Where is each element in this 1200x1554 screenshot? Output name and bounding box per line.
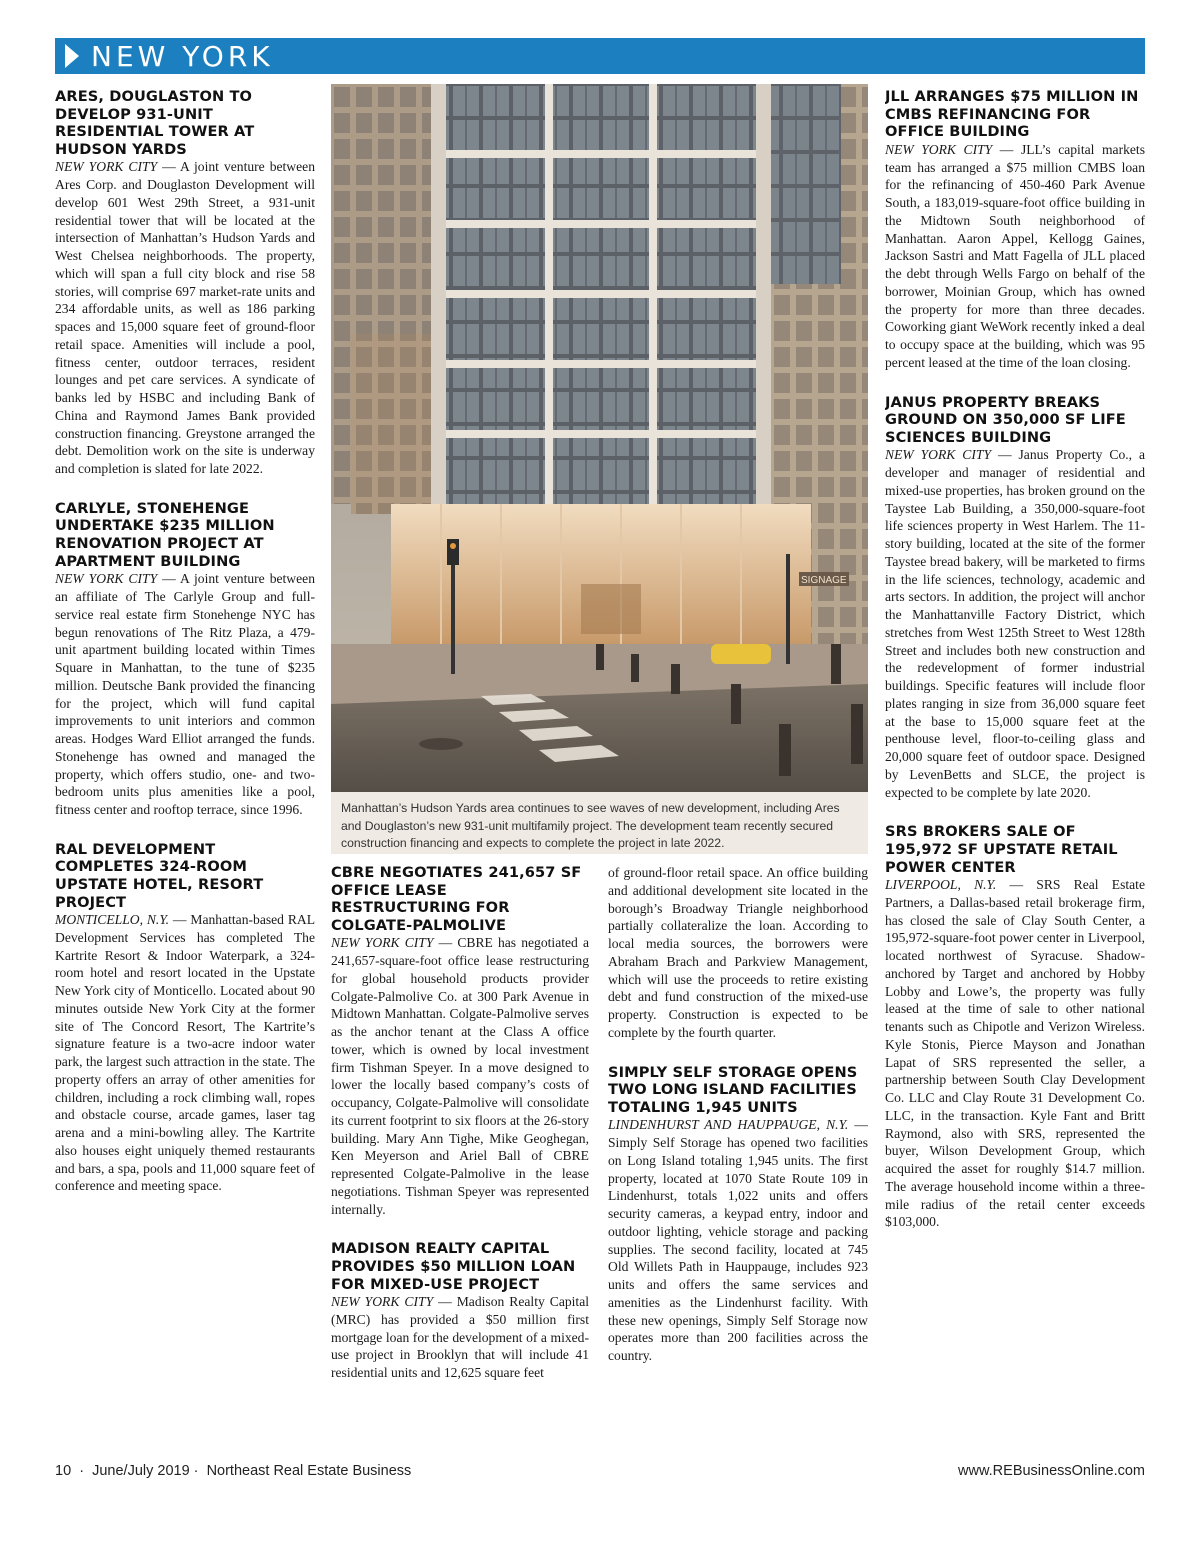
- article-body: NEW YORK CITY — Janus Property Co., a developer and manager of residential and mixed-use properties, has broken ground on the Taystee Lab Building, a 350,000-square-foot life sciences property in West Harlem. The 11-story building, located at the site of the former Taystee bread bakery, will be marketed to firms in the life sciences, technology, academic and arts sectors. In addition, the project will anchor the Manhattanville Factory District, which stretches from West 125th Street to West 128th Street and includes both new construction and the redevelopment of former industrial buildings. Specific features will include floor plates ranging in size from 36,000 square feet at the base to 15,000 square feet at the penthouse level, floor-to-ceiling glass and 20,000 square feet of outdoor space. Designed by LevenBetts and SLCE, the project is expected to be complete by late 2020.: [885, 447, 1145, 800]
- article-headline: CARLYLE, STONEHENGE UNDERTAKE $235 MILLION RENOVATION PROJECT AT APARTMENT BUILDING: [55, 499, 275, 570]
- article-text: of ground-floor retail space. An office building and additional development site located in the borough’s Broadway Triangle neighborhood partially collateralize the loan. According to local media sources, the borrowers were Abraham Brach and Parkview Management, which will use the proceeds to retire existing debt and fund construction of the mixed-use property. Construction is expected to be complete by the fourth quarter.: [608, 865, 868, 1040]
- article-text: A joint venture between an affiliate of The Carlyle Group and full-service real estate firm Stonehenge NYC has begun renovations of The Ritz Plaza, a 479-unit apartment building located within Times Square in Manhattan, to the tune of $235 million. Deutsche Bank provided the financing for the project, which will fund capital improvements to unit interiors and common areas. Hodges Ward Elliot arranged the funds. Stonehenge has owned and managed the property, which offers studio, one- and two-bedroom units plus amenities like a pool, fitness center and rooftop terrace, since 1996.: [55, 571, 315, 817]
- article-text: JLL’s capital markets team has arranged a $75 million CMBS loan for the refinancing of 450-460 Park Avenue South, a 183,019-square-foot office building in the Midtown South neighborhood of Manhattan. Aaron Appel, Kellogg Gaines, Jackson Sastri and Matt Fagella of JLL placed the debt through Wells Fargo on behalf of the borrower, Moinian Group, which has owned the property for more than three decades. Coworking giant WeWork recently inked a deal to occupy space at the building, which was 95 percent leased at the time of the loan closing.: [885, 141, 1145, 370]
- section-title: NEW YORK: [91, 39, 274, 73]
- article-headline: SRS BROKERS SALE OF 195,972 SF UPSTATE RETAIL POWER CENTER: [885, 823, 1118, 876]
- dateline: NEW YORK CITY: [331, 935, 434, 951]
- footer-left: 10 · June/July 2019 · Northeast Real Estate Business: [55, 1463, 412, 1479]
- column-2: [331, 864, 589, 1459]
- article-janus: [885, 394, 1145, 802]
- article-text: Madison Realty Capital (MRC) has provided a $50 million first mortgage loan for the development of a mixed-use project in Brooklyn that will include 41 residential units and 12,625 square feet: [331, 1294, 589, 1381]
- article-body: NEW YORK CITY — A joint venture between Ares Corp. and Douglaston Development will develop 601 West 29th Street, a 931-unit residential tower that will be located at the intersection of Manhattan’s Hudson Yards and West Chelsea neighborhoods. The property, which will span a full city block and rise 58 stories, will comprise 697 market-rate units and 234 affordable units, as well as 186 parking spaces and 15,000 square feet of ground-floor retail space. Amenities will include a pool, fitness center, outdoor terraces, resident lounges and pet care services. A syndicate of banks led by HSBC and including Bank of China and Raymond James Bank provided construction financing. Greystone arranged the debt. Demolition work on the site is underway and completion is slated for late 2022.: [55, 159, 315, 477]
- column-3: [608, 864, 868, 1459]
- article-headline: JANUS PROPERTY BREAKS GROUND ON 350,000 SF LIFE SCIENCES BUILDING: [885, 393, 1126, 446]
- section-banner: [55, 38, 1145, 74]
- website-url[interactable]: www.REBusinessOnline.com: [958, 1463, 1145, 1479]
- article-headline: JLL ARRANGES $75 MILLION IN CMBS REFINANCING FOR OFFICE BUILDING: [885, 88, 1139, 141]
- article-headline: RAL DEVELOPMENT COMPLETES 324-ROOM UPSTATE HOTEL, RESORT PROJECT: [55, 840, 264, 911]
- photo-caption: Manhattan’s Hudson Yards area continues to see waves of new development, including Ares and Douglaston’s new 931-unit multifamily project. The development team recently secured construction financing and expects to complete the project in late 2022.: [331, 792, 868, 854]
- column-4: [885, 88, 1145, 1458]
- article-ral: [55, 841, 315, 1195]
- article-headline: CBRE NEGOTIATES 241,657 SF OFFICE LEASE RESTRUCTURING FOR COLGATE-PALMOLIVE: [331, 864, 582, 934]
- issue-date: June/July 2019: [92, 1463, 190, 1479]
- article-body: NEW YORK CITY — CBRE has negotiated a 241,657-square-foot office lease restructuring for global household products provider Colgate-Palmolive Co. at 300 Park Avenue in Midtown Manhattan. Colgate-Palmolive serves as the anchor tenant at the Class A office tower, which is owned by local investment firm Tishman Speyer. In a move designed to lower the locally based company’s costs of occupancy, Colgate-Palmolive will consolidate its current footprint to six floors at the 26-story building. Mary Ann Tighe, Mike Geoghegan, Ken Meyerson and Ariel Ball of CBRE represented Colgate-Palmolive in the lease negotiations. Tishman Speyer was represented internally.: [331, 935, 589, 1217]
- dateline: NEW YORK CITY: [55, 571, 158, 587]
- article-jll: [885, 88, 1145, 372]
- article-body: LIVERPOOL, N.Y. — SRS Real Estate Partners, a Dallas-based retail brokerage firm, has closed the sale of Clay South Center, a 195,972-square-foot power center in Liverpool, located northwest of Syracuse. Shadow-anchored by Target and anchored by Hobby Lobby and Lowe’s, the property was fully leased at the time of sale to other national tenants such as Chipotle and Verizon Wireless. Kyle Stonis, Pierce Mayson and Jonathan Lapat of SRS represented the seller, a partnership between South Clay Development Co. LLC and Clay Route 31 Development Co. LLC, in the transaction. Kyle Fant and Britt Raymond, also with SRS, represented the buyer, Wilson Development Group, which acquired the asset for roughly $14.7 million. The average household income within a three-mile radius of the retail center exceeds $103,000.: [885, 877, 1145, 1230]
- article-headline: ARES, DOUGLASTON TO DEVELOP 931-UNIT RESIDENTIAL TOWER AT HUDSON YARDS: [55, 88, 255, 158]
- article-body: MONTICELLO, N.Y. — Manhattan-based RAL Development Services has completed The Kartrite Resort & Indoor Waterpark, a 324-room hotel and resort located in the Upstate New York city of Monticello. Located about 90 minutes outside New York City at the former site of The Concord Resort, The Kartrite’s signature feature is a two-acre indoor water park, the largest such attraction in the state. The property offers an array of other amenities for children, including a rock climbing wall, ropes and obstacle course, arcade games, laser tag arena and a mini-bowling alley. The Kartrite also houses eight uniquely themed restaurants and bars, a spa, pools and 11,000 square feet of conference and meeting space.: [55, 912, 315, 1194]
- article-simply: [608, 1064, 868, 1365]
- article-ares: [55, 88, 315, 478]
- article-text: SRS Real Estate Partners, a Dallas-based retail brokerage firm, has closed the sale of Clay South Center, a 195,972-square-foot power center in Liverpool, located northwest of Syracuse. Shadow-anchored by Target and anchored by Hobby Lobby and Lowe’s, the property was fully leased at the time of sale to other national tenants such as Chipotle and Verizon Wireless. Kyle Stonis, Pierce Mayson and Jonathan Lapat of SRS represented the seller, a partnership between South Clay Development Co. LLC and Clay Route 31 Development Co. LLC, in the transaction. Kyle Fant and Britt Raymond, also with SRS, represented the buyer, Wilson Development Group, which acquired the asset for roughly $14.7 million. The average household income within a three-mile radius of the retail center exceeds $103,000.: [885, 877, 1145, 1230]
- article-body: LINDENHURST AND HAUPPAUGE, N.Y. — Simply Self Storage has opened two facilities on Long Island totaling 1,945 units. The first property, located at 1070 State Route 109 in Lindenhurst, totals 1,022 units and offers security cameras, a keypad entry, indoor and outdoor lighting, vehicle storage and packing supplies. The second facility, located at 745 Old Willets Path in Hauppauge, includes 923 units and offers the same services and amenities as the Lindenhurst facility. With these new openings, Simply Self Storage now operates more than 200 facilities across the country.: [608, 1117, 868, 1364]
- article-text: A joint venture between Ares Corp. and Douglaston Development will develop 601 West 29th Street, a 931-unit residential tower that will be located at the intersection of Manhattan’s Hudson Yards and West Chelsea neighborhoods. The property, which will span a full city block and rise 58 stories, will comprise 697 market-rate units and 234 affordable units, as well as 186 parking spaces and 15,000 square feet of ground-floor retail space. Amenities will include a pool, fitness center, outdoor terraces, resident lounges and pet care services. A syndicate of banks led by HSBC and including Bank of China and Raymond James Bank provided construction financing. Greystone arranged the debt. Demolition work on the site is underway and completion is slated for late 2022.: [55, 159, 315, 477]
- article-text: CBRE has negotiated a 241,657-square-foot office lease restructuring for global household products provider Colgate-Palmolive Co. at 300 Park Avenue in Midtown Manhattan. Colgate-Palmolive serves as the anchor tenant at the Class A office tower, which is owned by local investment firm Tishman Speyer. In a move designed to lower the locally based company’s costs of occupancy, Colgate-Palmolive will consolidate its current footprint to six floors at the 26-story building. Mary Ann Tighe, Mike Geoghegan, Ken Meyerson and Ariel Ball of CBRE represented Colgate-Palmolive in the lease negotiations. Tishman Speyer was represented internally.: [331, 935, 589, 1217]
- dateline: LINDENHURST AND HAUPPAUGE, N.Y.: [608, 1117, 849, 1133]
- article-madison: [331, 1240, 589, 1382]
- article-cbre: [331, 864, 589, 1218]
- arrow-icon: [65, 44, 79, 68]
- dateline: NEW YORK CITY: [55, 159, 158, 175]
- article-madison-continued: [608, 864, 868, 1042]
- article-body: NEW YORK CITY — A joint venture between an affiliate of The Carlyle Group and full-service real estate firm Stonehenge NYC has begun renovations of The Ritz Plaza, a 479-unit apartment building located within Times Square in Manhattan, to the tune of $235 million. Deutsche Bank provided the financing for the project, which will fund capital improvements to unit interiors and common areas. Hodges Ward Elliot arranged the funds. Stonehenge has owned and managed the property, which offers studio, one- and two-bedroom units plus amenities like a pool, fitness center and rooftop terrace, since 1996.: [55, 571, 315, 817]
- article-carlyle: [55, 500, 315, 819]
- hudson-yards-photo: [331, 84, 868, 854]
- dateline: LIVERPOOL, N.Y.: [885, 877, 997, 893]
- article-body: NEW YORK CITY — JLL’s capital markets team has arranged a $75 million CMBS loan for the refinancing of 450-460 Park Avenue South, a 183,019-square-foot office building in the Midtown South neighborhood of Manhattan. Aaron Appel, Kellogg Gaines, Jackson Sastri and Matt Fagella of JLL placed the debt through Wells Fargo on behalf of the borrower, Moinian Group, which has owned the property for more than three decades. Coworking giant WeWork recently inked a deal to occupy space at the building, which was 95 percent leased at the time of the loan closing.: [885, 141, 1145, 370]
- dateline: NEW YORK CITY: [885, 447, 992, 463]
- article-srs: [885, 823, 1145, 1231]
- article-headline: SIMPLY SELF STORAGE OPENS TWO LONG ISLAND FACILITIES TOTALING 1,945 UNITS: [608, 1063, 858, 1116]
- page-footer: [55, 1463, 1145, 1483]
- page-number: 10: [55, 1463, 72, 1479]
- dateline: NEW YORK CITY: [331, 1294, 434, 1310]
- article-text: Manhattan-based RAL Development Services has completed The Kartrite Resort & Indoor Waterpark, a 324-room hotel and resort located in the Upstate New York city of Monticello. Located about 90 minutes outside New York City at the former site of The Concord Resort, The Kartrite’s signature feature is a two-acre indoor water park, the largest such attraction in the state. The property offers an array of other amenities for children, including a rock climbing wall, ropes and obstacle course, arcade games, laser tag arena and a mini-bowling alley. The Kartrite also houses eight uniquely themed restaurants and bars, a spa, pools and 11,000 square feet of conference and meeting space.: [55, 912, 315, 1194]
- building-rendering: [331, 84, 868, 854]
- article-headline: MADISON REALTY CAPITAL PROVIDES $50 MILLION LOAN FOR MIXED-USE PROJECT: [331, 1240, 576, 1293]
- column-1: [55, 88, 315, 1458]
- dateline: NEW YORK CITY: [885, 141, 993, 157]
- article-body: NEW YORK CITY — Madison Realty Capital (MRC) has provided a $50 million first mortgage loan for the development of a mixed-use project in Brooklyn that will include 41 residential units and 12,625 square feet: [331, 1294, 589, 1381]
- article-text: Simply Self Storage has opened two facilities on Long Island totaling 1,945 units. The first property, located at 1070 State Route 109 in Lindenhurst, totals 1,022 units and offers security cameras, a keypad entry, indoor and outdoor lighting, vehicle storage and packing supplies. The second facility, located at 745 Old Willets Path in Hauppauge, includes 923 units and offers the same services and amenities as the Lindenhurst facility. With these new openings, Simply Self Storage now operates more than 200 facilities across the country.: [608, 1135, 868, 1364]
- dateline: MONTICELLO, N.Y.: [55, 912, 170, 928]
- publication-name: Northeast Real Estate Business: [206, 1463, 412, 1479]
- article-text: Janus Property Co., a developer and manager of residential and mixed-use properties, has broken ground on the Taystee Lab Building, a 350,000-square-foot life sciences property in West Harlem. The 11-story building, located at the site of the former Taystee bread bakery, will be marketed to firms in the life sciences, technology, academic and arts sectors. In addition, the project will anchor the Manhattanville Factory District, which stretches from West 125th Street to West 128th Street and includes both new construction and the redevelopment of former industrial buildings. Specific features will include floor plates ranging in size from 36,000 square feet at the base to 15,000 square feet at the penthouse level, floor-to-ceiling glass and 20,000 square feet of outdoor space. Designed by LevenBetts and SLCE, the project is expected to be complete by late 2020.: [885, 447, 1145, 800]
- signage-text: SIGNAGE: [801, 575, 847, 586]
